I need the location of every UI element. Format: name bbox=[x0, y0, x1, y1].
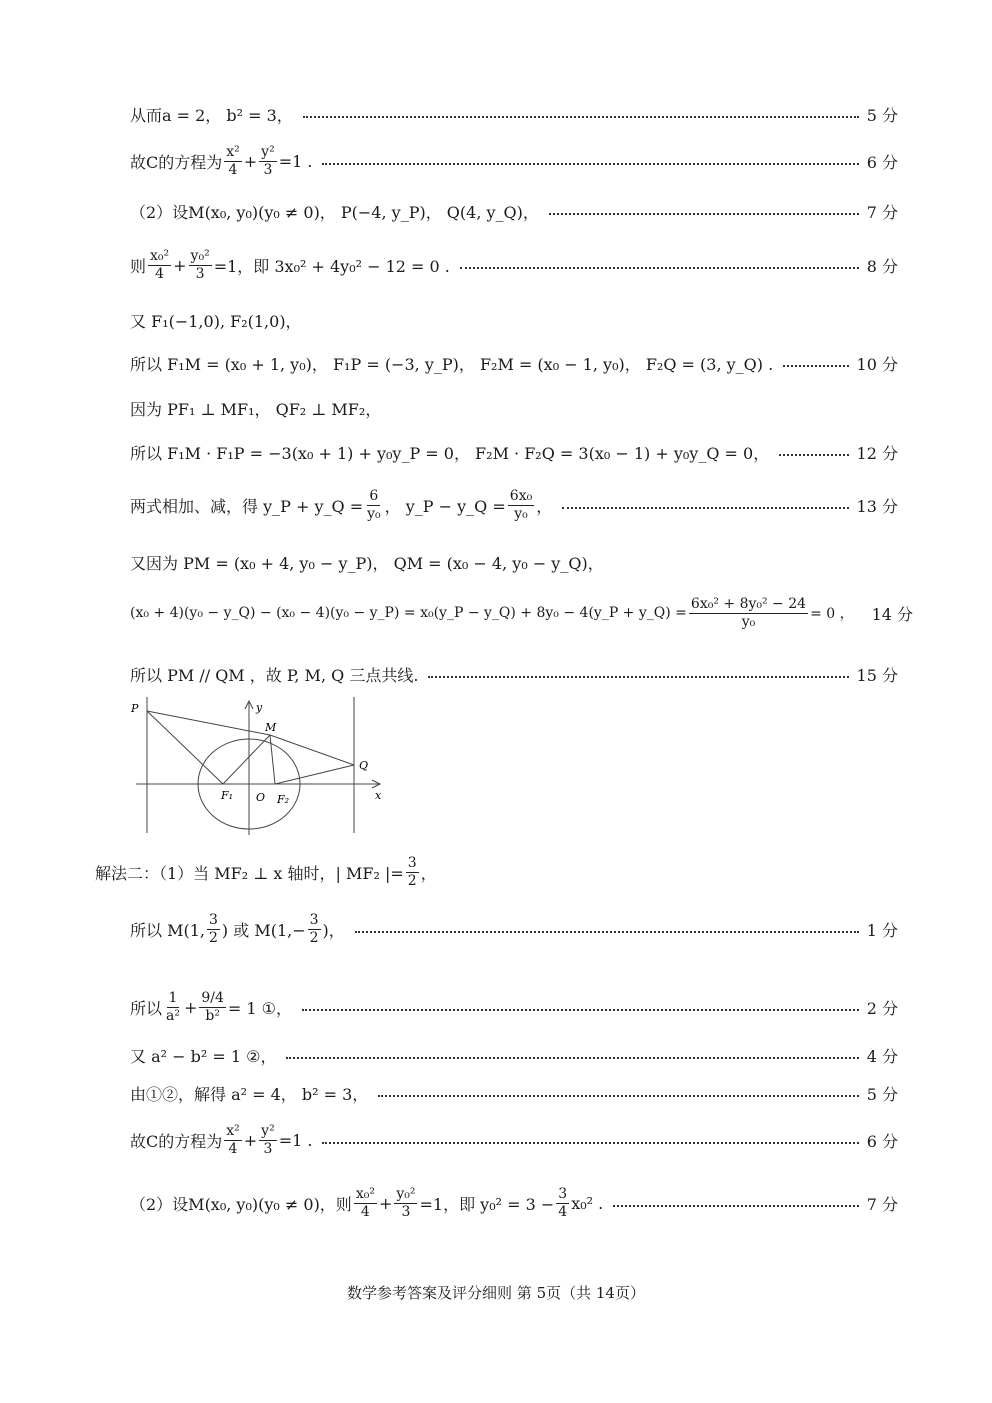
label-y: y bbox=[256, 701, 263, 714]
fraction-1-over-a2: $\frac{1}{\text{a²}}$ bbox=[166, 990, 180, 1024]
score: 7 分 bbox=[866, 1194, 898, 1214]
line-text: 由①②，解得 a² = 4， b² = 3， bbox=[130, 1084, 369, 1104]
line-text: 因为 PF₁ ⊥ MF₁， QF₂ ⊥ MF₂， bbox=[130, 399, 382, 419]
fraction-6x0-over-y0: $\frac{\text{6x₀}}{\text{y₀}}$ bbox=[509, 488, 533, 522]
dot-leader bbox=[286, 1057, 858, 1059]
fraction-3-over-4: $\frac{3}{4}$ bbox=[558, 1186, 568, 1220]
dot-leader bbox=[562, 507, 848, 509]
dot-leader bbox=[783, 365, 848, 367]
ellipse-figure bbox=[128, 695, 388, 837]
line-15 bbox=[0, 992, 992, 1022]
fraction-x2-over-4: $\frac{\text{x²}}{4}$ bbox=[226, 1123, 240, 1157]
segment-mf2 bbox=[270, 735, 275, 784]
segment-pm bbox=[147, 711, 270, 735]
score: 12 分 bbox=[856, 443, 898, 463]
line-17 bbox=[0, 1078, 992, 1108]
line-4 bbox=[0, 250, 992, 280]
line-16 bbox=[0, 1040, 992, 1070]
dot-leader bbox=[549, 213, 859, 215]
score: 4 分 bbox=[866, 1046, 898, 1066]
line-text: 又因为 PM = (x₀ + 4, y₀ − y_P)， QM = (x₀ − 4, y₀ − y_Q)， bbox=[130, 553, 604, 573]
fraction-6-over-y0: $\frac{6}{\text{y₀}}$ bbox=[367, 488, 381, 522]
line-7 bbox=[0, 393, 992, 423]
line-3 bbox=[0, 196, 992, 226]
score: 13 分 bbox=[856, 496, 898, 516]
score: 6 分 bbox=[866, 152, 898, 172]
line-9 bbox=[0, 490, 992, 520]
label-p: P bbox=[131, 702, 139, 715]
score: 10 分 bbox=[856, 354, 898, 374]
fraction-y0-over-3: $\frac{\text{y₀²}}{3}$ bbox=[190, 248, 210, 282]
line-11 bbox=[0, 598, 992, 628]
fraction-x2-over-4: $\frac{\text{x²}}{4}$ bbox=[226, 144, 240, 178]
score: 1 分 bbox=[866, 920, 898, 940]
page-footer: 数学参考答案及评分细则 第 5页（共 14页） bbox=[347, 1284, 645, 1302]
line-6 bbox=[0, 348, 992, 378]
line-text: 所以 PM // QM ，故 P, M, Q 三点共线. bbox=[130, 665, 419, 685]
label-m: M bbox=[265, 721, 277, 734]
text-post: =1 . bbox=[278, 151, 313, 171]
score: 14 分 bbox=[871, 604, 914, 624]
fraction-x0-over-4: $\frac{\text{x₀²}}{4}$ bbox=[355, 1186, 375, 1220]
dot-leader bbox=[303, 116, 859, 118]
dot-leader bbox=[355, 931, 859, 933]
line-12 bbox=[0, 659, 992, 689]
line-content: 则 $\frac{\text{x₀²}}{4}$ + $\frac{\text{y₀²}}{3}$ =1，即 3x₀² + 4y₀² − 12 = 0 . bbox=[130, 248, 450, 282]
line-text: 从而a = 2， b² = 3， bbox=[130, 105, 293, 125]
dot-leader bbox=[322, 163, 858, 165]
label-x: x bbox=[375, 789, 382, 802]
line-content: （2）设M(x₀, y₀)(y₀ ≠ 0)，则 $\frac{\text{x₀²}}{4}$ + $\frac{\text{y₀²}}{3}$ =1，即 y₀² = 3 − $\frac{3}{4}$ x₀² . bbox=[130, 1186, 604, 1220]
score: 8 分 bbox=[866, 256, 898, 276]
label-o: O bbox=[256, 791, 266, 804]
score: 5 分 bbox=[866, 1084, 898, 1104]
line-text: 所以 F₁M · F₁P = −3(x₀ + 1) + y₀y_P = 0， F₂M · F₂Q = 3(x₀ − 1) + y₀y_Q = 0， bbox=[130, 443, 770, 463]
line-8 bbox=[0, 437, 992, 467]
fraction-y0-over-3: $\frac{\text{y₀²}}{3}$ bbox=[396, 1186, 416, 1220]
score: 7 分 bbox=[866, 202, 898, 222]
line-2 bbox=[0, 146, 992, 176]
dot-leader bbox=[613, 1205, 858, 1207]
line-content: 所以 M(1, $\frac{3}{2}$ ) 或 M(1,− $\frac{3}{2}$ )， bbox=[130, 912, 345, 946]
line-text: 所以 F₁M = (x₀ + 1, y₀)， F₁P = (−3, y_P)， F₂M = (x₀ − 1, y₀)， F₂Q = (3, y_Q) . bbox=[130, 354, 774, 374]
fraction-3-over-2: $\frac{3}{2}$ bbox=[407, 855, 417, 889]
fraction-9-4-over-b2: $\frac{9/4}{\text{b²}}$ bbox=[201, 990, 224, 1024]
dot-leader bbox=[779, 454, 848, 456]
line-10 bbox=[0, 547, 992, 577]
segment-pf1 bbox=[147, 711, 223, 784]
line-5 bbox=[0, 305, 992, 335]
dot-leader bbox=[322, 1142, 858, 1144]
score: 2 分 bbox=[866, 998, 898, 1018]
segment-f2q bbox=[275, 765, 354, 784]
dot-leader bbox=[428, 676, 848, 678]
line-text: 又 F₁(−1,0), F₂(1,0)， bbox=[130, 311, 302, 331]
line-19 bbox=[0, 1188, 992, 1218]
line-13 bbox=[0, 857, 992, 887]
fraction-3-over-2-a: $\frac{3}{2}$ bbox=[208, 912, 218, 946]
line-14 bbox=[0, 914, 992, 944]
score: 15 分 bbox=[856, 665, 898, 685]
fraction-big: $\frac{\text{6x₀² + 8y₀² − 24}}{\text{y₀}}$ bbox=[690, 596, 807, 630]
dot-leader bbox=[460, 267, 859, 269]
label-q: Q bbox=[359, 759, 369, 772]
score: 6 分 bbox=[866, 1131, 898, 1151]
fraction-x0-over-4: $\frac{\text{x₀²}}{4}$ bbox=[150, 248, 170, 282]
label-f2: F₂ bbox=[277, 793, 290, 806]
dot-leader bbox=[378, 1095, 858, 1097]
line-content: 故C的方程为 $\frac{\text{x²}}{4}$ + $\frac{\text{y²}}{3}$ =1 . bbox=[130, 144, 313, 178]
line-content: 两式相加、减，得 y_P + y_Q = $\frac{6}{\text{y₀}}$ ， y_P − y_Q = $\frac{\text{6x₀}}{\text{y₀}}$ ， bbox=[130, 488, 553, 522]
fraction-3-over-2-b: $\frac{3}{2}$ bbox=[309, 912, 319, 946]
dot-leader bbox=[302, 1009, 859, 1011]
line-18 bbox=[0, 1125, 992, 1155]
line-text: （2）设M(x₀, y₀)(y₀ ≠ 0)， P(−4, y_P)， Q(4, y_Q)， bbox=[130, 202, 539, 222]
label-f1: F₁ bbox=[221, 789, 234, 802]
line-content: 解法二：（1）当 MF₂ ⊥ x 轴时，| MF₂ |= $\frac{3}{2}$ ， bbox=[95, 855, 437, 889]
line-text: 又 a² − b² = 1 ②， bbox=[130, 1046, 277, 1066]
line-content: 所以 $\frac{1}{\text{a²}}$ + $\frac{9/4}{\text{b²}}$ = 1 ①， bbox=[130, 990, 293, 1024]
text-pre: 故C的方程为 bbox=[130, 152, 223, 172]
line-content: (x₀ + 4)(y₀ − y_Q) − (x₀ − 4)(y₀ − y_P) = x₀(y_P − y_Q) + 8y₀ − 4(y_P + y_Q) = $\frac{\text{6x₀² + 8y₀² − 24}}{\text{y₀}}$ = 0 ， bbox=[130, 596, 854, 630]
score: 5 分 bbox=[866, 105, 898, 125]
line-content: 故C的方程为 $\frac{\text{x²}}{4}$ + $\frac{\text{y²}}{3}$ =1 . bbox=[130, 1123, 313, 1157]
fraction-y2-over-3: $\frac{\text{y²}}{3}$ bbox=[261, 144, 275, 178]
fraction-y2-over-3: $\frac{\text{y²}}{3}$ bbox=[261, 1123, 275, 1157]
line-1 bbox=[0, 99, 992, 129]
